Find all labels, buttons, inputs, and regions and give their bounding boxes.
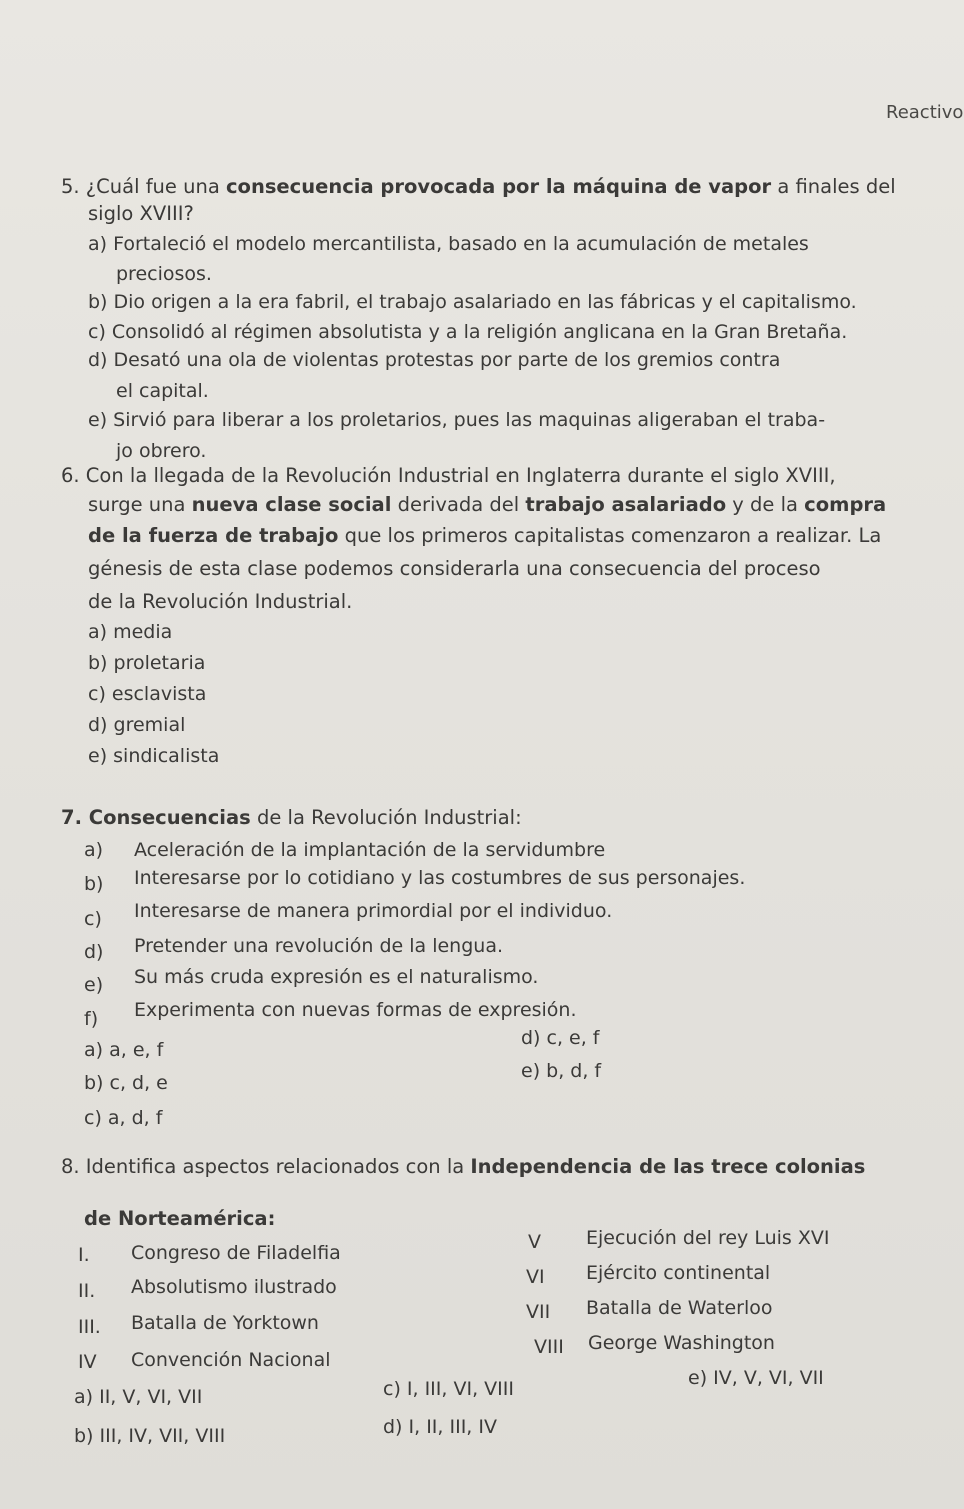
q7-stmt-c: c): [84, 908, 102, 930]
q5-stem-line2: siglo XVIII?: [88, 202, 194, 225]
q8-item-7-num: VII: [526, 1301, 551, 1323]
q8-option-e: e) IV, V, VI, VII: [688, 1367, 824, 1389]
q5-option-a-cont: preciosos.: [116, 263, 212, 285]
q8-item-5-num: V: [528, 1231, 541, 1253]
q8-option-a: a) II, V, VI, VII: [74, 1386, 203, 1408]
q6-option-b: b) proletaria: [88, 652, 206, 674]
q8-option-b: b) III, IV, VII, VIII: [74, 1425, 226, 1447]
q8-item-6-num: VI: [526, 1266, 545, 1288]
q7-stmt-b: b): [84, 873, 104, 895]
q5-option-d: d) Desató una ola de violentas protestas por parte de los gremios contra: [88, 349, 781, 371]
q6-stem-line1: 6. Con la llegada de la Revolución Industrial en Inglaterra durante el siglo XVIII,: [61, 464, 836, 487]
q8-item-6-text: Ejército continental: [586, 1262, 771, 1284]
q5-option-a: a) Fortaleció el modelo mercantilista, basado en la acumulación de metales: [88, 233, 809, 255]
q5-option-e-cont: jo obrero.: [116, 440, 207, 462]
q8-item-8-text: George Washington: [588, 1332, 775, 1354]
q8-item-2-num: II.: [78, 1280, 96, 1302]
q8-item-2-text: Absolutismo ilustrado: [131, 1276, 337, 1298]
q6-stem-line4: génesis de esta clase podemos considerarla una consecuencia del proceso: [88, 557, 821, 580]
q7-stmt-e-text: Su más cruda expresión es el naturalismo.: [134, 966, 539, 988]
q7-stmt-d: d): [84, 941, 104, 963]
q5-option-c: c) Consolidó al régimen absolutista y a la religión anglicana en la Gran Bretaña.: [88, 321, 848, 343]
q8-item-1-text: Congreso de Filadelfia: [131, 1242, 341, 1264]
q6-stem-line2: surge una nueva clase social derivada del trabajo asalariado y de la compra: [88, 493, 887, 516]
q8-item-4-num: IV: [78, 1351, 97, 1373]
q8-item-1-num: I.: [78, 1244, 90, 1266]
q6-stem-line5: de la Revolución Industrial.: [88, 590, 353, 613]
q7-option-d: d) c, e, f: [521, 1027, 600, 1049]
header-label: Reactivo: [886, 102, 964, 123]
q7-option-b: b) c, d, e: [84, 1072, 168, 1094]
q7-stmt-f-text: Experimenta con nuevas formas de expresión.: [134, 999, 577, 1021]
q8-item-3-text: Batalla de Yorktown: [131, 1312, 319, 1334]
q5-option-e: e) Sirvió para liberar a los proletarios, pues las maquinas aligeraban el traba-: [88, 409, 826, 431]
q6-option-e: e) sindicalista: [88, 745, 220, 767]
q6-option-d: d) gremial: [88, 714, 186, 736]
q7-stmt-f: f): [84, 1008, 99, 1030]
q6-option-c: c) esclavista: [88, 683, 207, 705]
q6-stem-line3: de la fuerza de trabajo que los primeros capitalistas comenzaron a realizar. La: [88, 524, 882, 547]
q7-stmt-a: a): [84, 839, 104, 861]
q7-option-a: a) a, e, f: [84, 1039, 164, 1061]
q8-item-3-num: III.: [78, 1316, 101, 1338]
q7-stmt-c-text: Interesarse de manera primordial por el individuo.: [134, 900, 613, 922]
q5-option-d-cont: el capital.: [116, 380, 209, 402]
q8-item-5-text: Ejecución del rey Luis XVI: [586, 1227, 830, 1249]
q7-option-e: e) b, d, f: [521, 1060, 602, 1082]
q7-stem: 7. Consecuencias de la Revolución Industrial:: [61, 806, 522, 829]
q8-item-7-text: Batalla de Waterloo: [586, 1297, 773, 1319]
q7-stmt-b-text: Interesarse por lo cotidiano y las costumbres de sus personajes.: [134, 867, 746, 889]
q6-option-a: a) media: [88, 621, 173, 643]
q8-option-c: c) I, III, VI, VIII: [383, 1378, 514, 1400]
q8-option-d: d) I, II, III, IV: [383, 1416, 497, 1438]
q8-stem-line2: de Norteamérica:: [84, 1207, 276, 1230]
q5-stem-line1: 5. ¿Cuál fue una consecuencia provocada por la máquina de vapor a finales del: [61, 175, 896, 198]
q8-item-8-num: VIII: [534, 1336, 564, 1358]
q7-stmt-a-text: Aceleración de la implantación de la servidumbre: [134, 839, 606, 861]
q7-option-c: c) a, d, f: [84, 1107, 163, 1129]
q8-item-4-text: Convención Nacional: [131, 1349, 331, 1371]
q7-stmt-e: e): [84, 974, 104, 996]
q5-option-b: b) Dio origen a la era fabril, el trabajo asalariado en las fábricas y el capitalismo.: [88, 291, 857, 313]
q8-stem-line1: 8. Identifica aspectos relacionados con la Independencia de las trece colonias: [61, 1155, 866, 1178]
q7-stmt-d-text: Pretender una revolución de la lengua.: [134, 935, 504, 957]
